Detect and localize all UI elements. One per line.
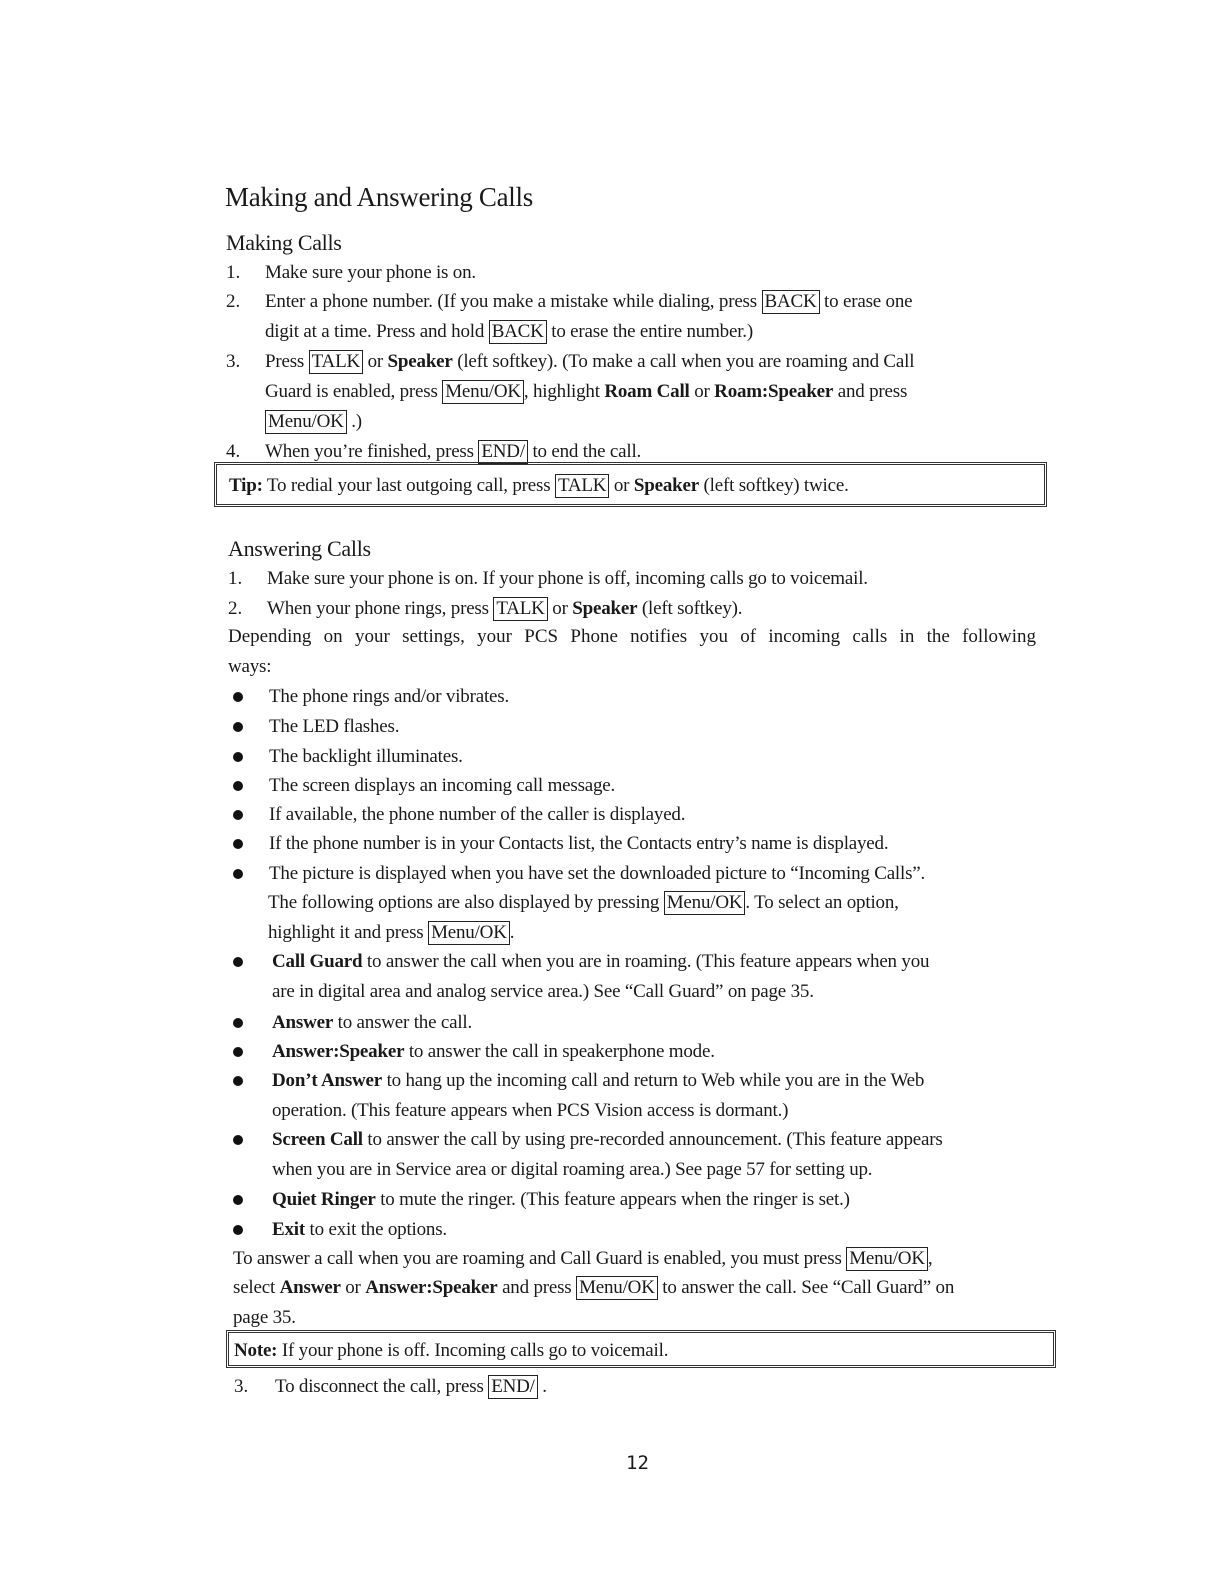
bullet-icon [233, 1076, 243, 1086]
step-number: 1. [226, 262, 241, 283]
making-calls-heading: Making Calls [226, 230, 342, 255]
notify-item: If the phone number is in your Contacts list, the Contacts entry’s name is displayed. [269, 833, 889, 854]
bullet-icon [233, 810, 243, 820]
option-dont-answer: Don’t Answer to hang up the incoming call and return to Web while you are in the Web [272, 1070, 925, 1091]
roaming-line-3: page 35. [233, 1307, 296, 1328]
making-step-3-line-3: Menu/OK .) [265, 407, 362, 437]
notify-item: The LED flashes. [269, 716, 400, 737]
tip-text: Tip: To redial your last outgoing call, press TALK or Speaker (left softkey) twice. [229, 475, 849, 496]
option-screen-call: Screen Call to answer the call by using pre-recorded announcement. (This feature appears [272, 1129, 943, 1150]
option-call-guard: Call Guard to answer the call when you are in roaming. (This feature appears when you [272, 951, 930, 972]
notify-item: The backlight illuminates. [269, 746, 463, 767]
bullet-icon [233, 1225, 243, 1235]
menu-ok-key: Menu/OK [265, 410, 347, 434]
bullet-icon [233, 692, 243, 702]
bullet-icon [233, 839, 243, 849]
making-step-3-line-2: Guard is enabled, press Menu/OK , highlight Roam Call or Roam:Speaker and press [265, 381, 908, 402]
end-key: END/ [478, 440, 528, 464]
notify-item: The screen displays an incoming call message. [269, 775, 616, 796]
bullet-icon [233, 752, 243, 762]
step-number: 3. [226, 351, 241, 372]
talk-key: TALK [555, 474, 609, 498]
page-title: Making and Answering Calls [225, 182, 533, 212]
roaming-line-1: To answer a call when you are roaming and Call Guard is enabled, you must press Menu/OK , [233, 1248, 933, 1269]
bullet-icon [233, 1047, 243, 1057]
notify-item: If available, the phone number of the caller is displayed. [269, 804, 686, 825]
making-step-2-line-1: Enter a phone number. (If you make a mistake while dialing, press BACK to erase one [265, 291, 913, 312]
making-step-2-line-2: digit at a time. Press and hold BACK to erase the entire number.) [265, 321, 753, 342]
making-step-3-line-1: Press TALK or Speaker (left softkey). (To make a call when you are roaming and Call [265, 351, 915, 372]
option-answer-speaker: Answer:Speaker to answer the call in speakerphone mode. [272, 1041, 715, 1062]
menu-ok-key: Menu/OK [442, 380, 524, 404]
roaming-line-2: select Answer or Answer:Speaker and press Menu/OK to answer the call. See “Call Guard” on [233, 1277, 955, 1298]
option-answer: Answer to answer the call. [272, 1012, 473, 1033]
bullet-icon [233, 1135, 243, 1145]
menu-ok-key: Menu/OK [846, 1247, 928, 1271]
step-number: 3. [234, 1376, 249, 1397]
notify-item: The picture is displayed when you have set the downloaded picture to “Incoming Calls”. [269, 863, 926, 884]
answering-step-1: Make sure your phone is on. If your phone is off, incoming calls go to voicemail. [267, 568, 868, 589]
step-number: 1. [228, 568, 243, 589]
option-call-guard-cont: are in digital area and analog service area.) See “Call Guard” on page 35. [272, 981, 814, 1002]
option-screen-call-cont: when you are in Service area or digital roaming area.) See page 57 for setting up. [272, 1159, 873, 1180]
menu-ok-key: Menu/OK [664, 891, 746, 915]
page-number: 12 [626, 1452, 649, 1474]
notify-intro-end: ways: [228, 656, 272, 677]
menu-ok-key: Menu/OK [428, 921, 510, 945]
back-key: BACK [489, 320, 547, 344]
step-number: 4. [226, 441, 241, 462]
talk-key: TALK [493, 597, 547, 621]
step-number: 2. [226, 291, 241, 312]
step-number: 2. [228, 598, 243, 619]
option-exit: Exit to exit the options. [272, 1219, 447, 1240]
making-step-4: When you’re finished, press END/ to end the call. [265, 441, 642, 462]
option-quiet-ringer: Quiet Ringer to mute the ringer. (This feature appears when the ringer is set.) [272, 1189, 850, 1210]
notify-item: The phone rings and/or vibrates. [269, 686, 510, 707]
back-key: BACK [762, 290, 820, 314]
end-key: END/ [488, 1375, 538, 1399]
bullet-icon [233, 781, 243, 791]
making-step-1: Make sure your phone is on. [265, 262, 476, 283]
note-text: Note: If your phone is off. Incoming calls go to voicemail. [234, 1340, 669, 1361]
bullet-icon [233, 1018, 243, 1028]
answering-step-3: To disconnect the call, press END/ . [275, 1376, 547, 1397]
options-intro-line-1: The following options are also displayed by pressing Menu/OK . To select an option, [268, 892, 899, 913]
option-dont-answer-cont: operation. (This feature appears when PCS Vision access is dormant.) [272, 1100, 789, 1121]
bullet-icon [233, 957, 243, 967]
answering-step-2: When your phone rings, press TALK or Speaker (left softkey). [267, 598, 743, 619]
bullet-icon [233, 869, 243, 879]
bullet-icon [233, 722, 243, 732]
options-intro-line-2: highlight it and press Menu/OK . [268, 922, 515, 943]
talk-key: TALK [309, 350, 363, 374]
bullet-icon [233, 1195, 243, 1205]
menu-ok-key: Menu/OK [576, 1276, 658, 1300]
notify-intro: Depending on your settings, your PCS Phone notifies you of incoming calls in the following [228, 626, 1036, 647]
answering-calls-heading: Answering Calls [228, 536, 371, 561]
